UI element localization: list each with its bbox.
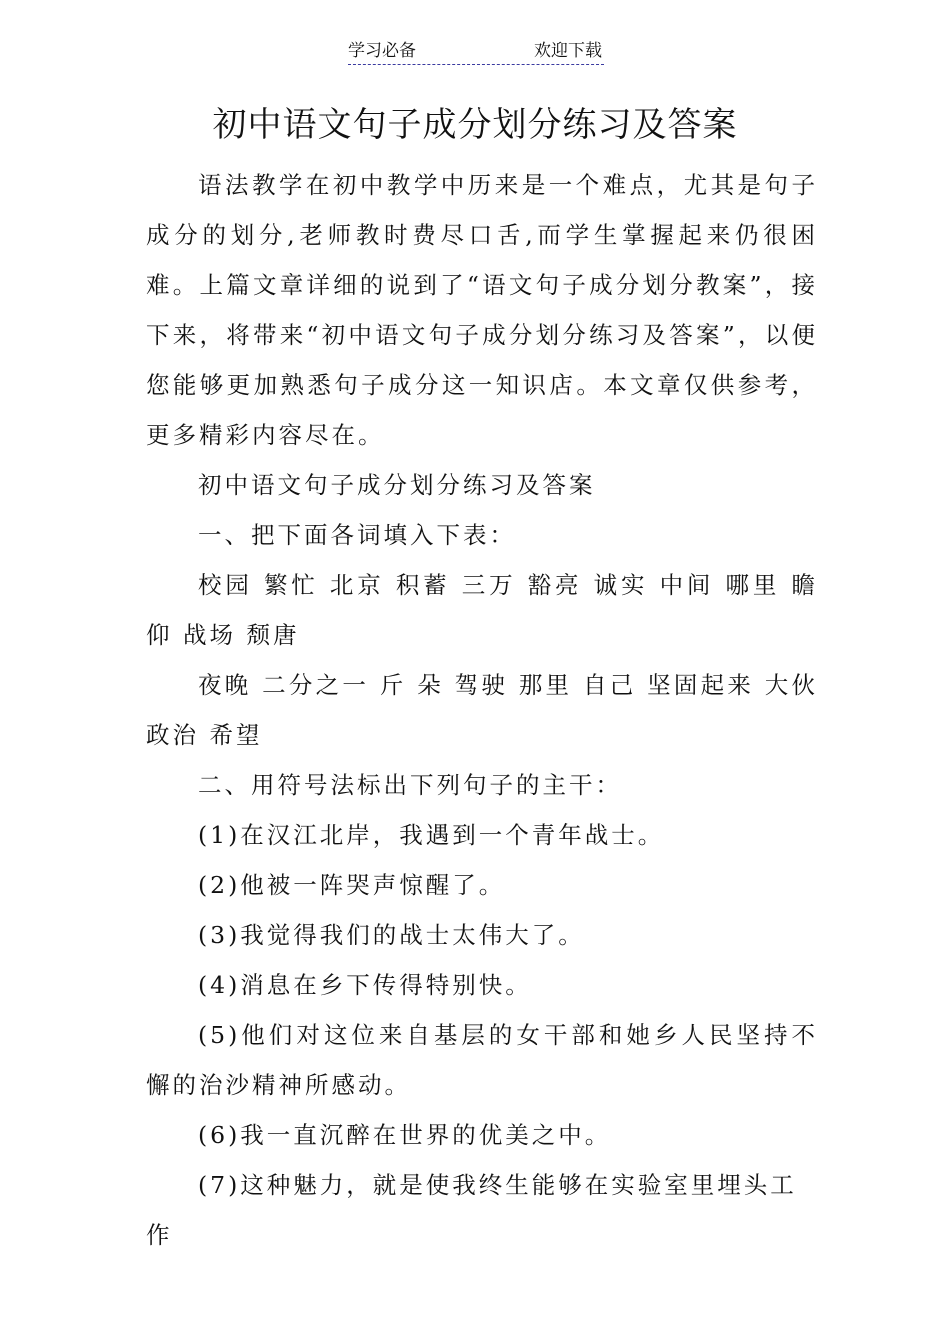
intro-paragraph: 语法教学在初中教学中历来是一个难点，尤其是句子成分的划分,老师教时费尽口舌,而学生掌握起来仍很困难。上篇文章详细的说到了“语文句子成分划分教案”，接下来，将带来“初中语文句子成分划分练习及答案”，以便您能够更加熟悉句子成分这一知识店。本文章仅供参考，更多精彩内容尽在。 [146,171,818,449]
header-right-text: 欢迎下载 [534,41,602,61]
document-body [146,160,818,1260]
sentence-item: (5)他们对这位来自基层的女干部和她乡人民坚持不懈的治沙精神所感动。 [146,1021,818,1099]
page-header [348,40,604,65]
sentence-item: (2)他被一阵哭声惊醒了。 [198,871,506,899]
sentence-item: (3)我觉得我们的战士太伟大了。 [198,921,585,949]
sentence-item: (6)我一直沉醉在世界的优美之中。 [198,1121,612,1149]
section-title: 初中语文句子成分划分练习及答案 [198,471,596,499]
sentence-item: (7)这种魅力，就是使我终生能够在实验室里埋头工作 [146,1171,797,1249]
document-title: 初中语文句子成分划分练习及答案 [212,105,738,145]
sentence-item: (1)在汉江北岸，我遇到一个青年战士。 [198,821,665,849]
sentence-item: (4)消息在乡下传得特别快。 [198,971,532,999]
exercise-two-heading: 二、用符号法标出下列句子的主干： [198,771,622,799]
word-list-one: 校园 繁忙 北京 积蓄 三万 豁亮 诚实 中间 哪里 瞻仰 战场 颓唐 [146,571,818,649]
header-left-text: 学习必备 [348,41,416,61]
word-list-two: 夜晚 二分之一 斤 朵 驾驶 那里 自己 坚固起来 大伙 政治 希望 [146,671,818,749]
exercise-one-heading: 一、把下面各词填入下表： [198,521,516,549]
